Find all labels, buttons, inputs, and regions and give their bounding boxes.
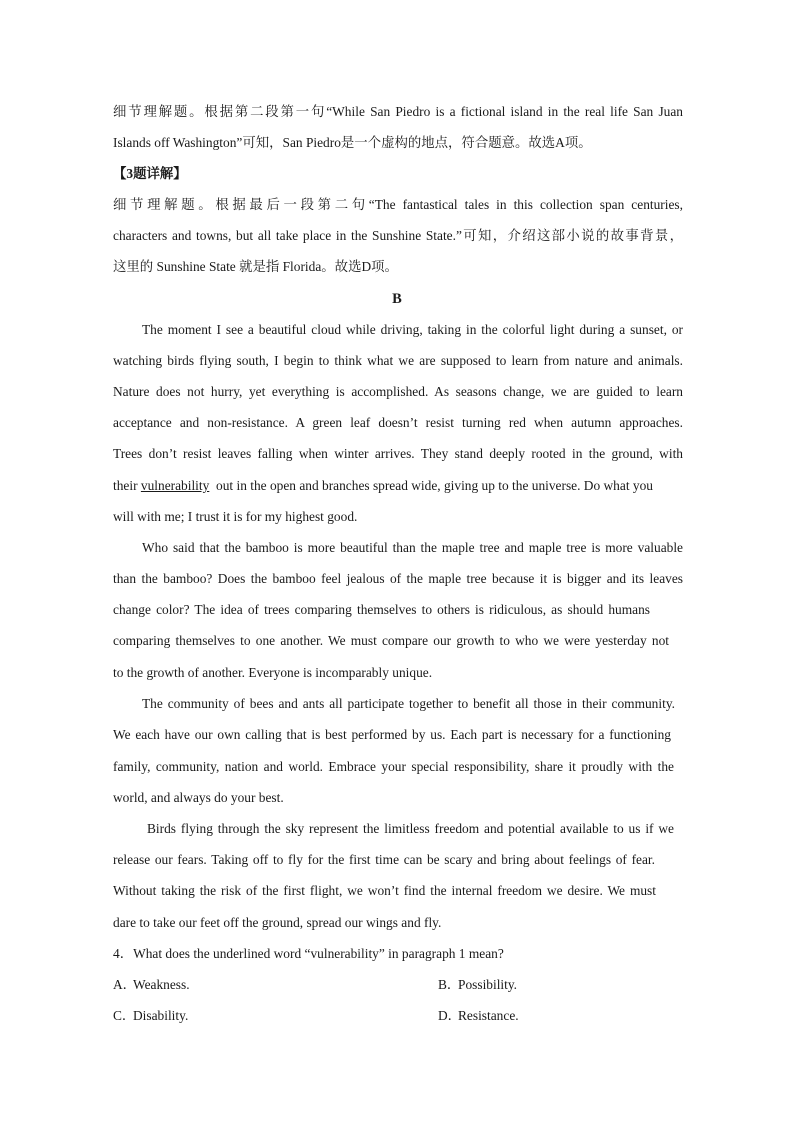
- paragraph-1-line: acceptance and non-resistance. A green leaf doesn’t resist turning red when autumn approaches.: [113, 415, 683, 430]
- paragraph-2-line: to the growth of another. Everyone is incomparably unique.: [113, 665, 433, 680]
- answer-explanation-line: 细节理解题。根据最后一段第二句“The fantastical tales in this collection span centuries,: [113, 197, 683, 212]
- option-b: [438, 975, 517, 995]
- option-text: Disability.: [133, 1008, 189, 1023]
- text-segment: out in the open and branches spread wide, giving up to the universe. Do what you: [209, 478, 653, 493]
- answer-explanation-line: Islands off Washington”可知，San Piedro是一个虚构的地点，符合题意。故选A项。: [113, 135, 592, 150]
- paragraph-4-line: Without taking the risk of the first flight, we won’t find the internal freedom we desire. We must: [113, 883, 656, 898]
- answer-explanation-line: characters and towns, but all take place in the Sunshine State.”可知，介绍这部小说的故事背景，: [113, 228, 683, 243]
- option-a: [113, 975, 190, 995]
- paragraph-4-line: dare to take our feet off the ground, spread our wings and fly.: [113, 915, 442, 930]
- paragraph-2-line: than the bamboo? Does the bamboo feel jealous of the maple tree because it is bigger and its leaves: [113, 571, 683, 586]
- paragraph-1-line: will with me; I trust it is for my highest good.: [113, 509, 358, 524]
- paragraph-1-line: [113, 476, 683, 496]
- paragraph-3-line: family, community, nation and world. Embrace your special responsibility, share it proudly with the: [113, 759, 674, 774]
- option-d: [438, 1006, 519, 1026]
- paragraph-2-line: comparing themselves to one another. We must compare our growth to who we were yesterday not: [113, 633, 669, 648]
- paragraph-1-line: Trees don’t resist leaves falling when winter arrives. They stand deeply rooted in the ground, with: [113, 446, 683, 461]
- paragraph-3-line: The community of bees and ants all participate together to benefit all those in their community.: [142, 696, 675, 711]
- option-text: Resistance.: [458, 1008, 519, 1023]
- answer-explanation-line: 这里的 Sunshine State 就是指 Florida。故选D项。: [113, 259, 398, 274]
- option-text: Weakness.: [133, 977, 190, 992]
- paragraph-1-line: The moment I see a beautiful cloud while driving, taking in the colorful light during a sunset, or: [142, 322, 683, 337]
- paragraph-4-line: Birds flying through the sky represent the limitless freedom and potential available to us if we: [147, 821, 674, 836]
- option-text: Possibility.: [458, 977, 518, 992]
- question-4-stem: 4．What does the underlined word “vulnerability” in paragraph 1 mean?: [113, 946, 504, 961]
- option-letter: B．: [438, 977, 461, 992]
- option-letter: A．: [113, 977, 137, 992]
- option-c: [113, 1006, 188, 1026]
- paragraph-3-line: world, and always do your best.: [113, 790, 284, 805]
- paragraph-2-line: change color? The idea of trees comparing themselves to others is ridiculous, as should humans: [113, 602, 650, 617]
- answer-explanation-line: 细节理解题。根据第二段第一句“While San Piedro is a fictional island in the real life San Juan: [113, 104, 683, 119]
- paragraph-2-line: Who said that the bamboo is more beautiful than the maple tree and maple tree is more valuable: [142, 540, 683, 555]
- paragraph-1-line: Nature does not hurry, yet everything is accomplished. As seasons change, we are guided to learn: [113, 384, 683, 399]
- paragraph-3-line: We each have our own calling that is best performed by us. Each part is necessary for a functioning: [113, 727, 671, 742]
- text-segment: their: [113, 478, 141, 493]
- question-3-heading: 【3题详解】: [113, 166, 187, 181]
- option-letter: D．: [438, 1008, 462, 1023]
- underlined-word: vulnerability: [140, 478, 210, 493]
- option-letter: C．: [113, 1008, 136, 1023]
- section-title: B: [392, 291, 402, 307]
- paragraph-4-line: release our fears. Taking off to fly for the first time can be scary and bring about feelings of fear.: [113, 852, 655, 867]
- paragraph-1-line: watching birds flying south, I begin to think what we are supposed to learn from nature and animals.: [113, 353, 683, 368]
